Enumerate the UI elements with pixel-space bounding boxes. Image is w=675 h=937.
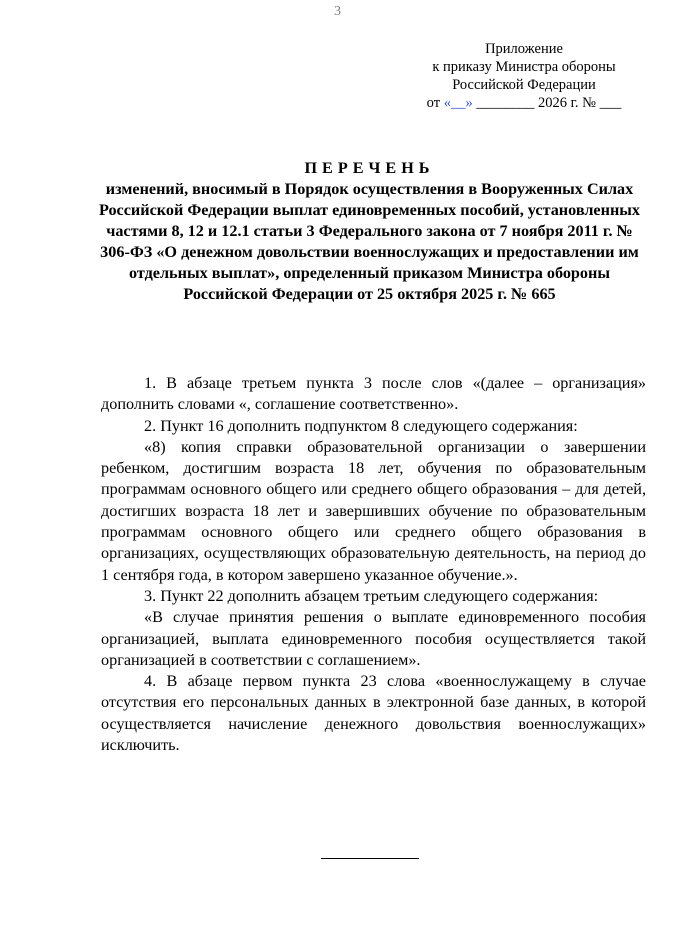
date-rest: ________ 2026 г. № ___	[472, 95, 622, 111]
appendix-date-line	[400, 94, 648, 112]
title-heading: ПЕРЕЧЕНЬ	[304, 159, 435, 177]
document-title	[92, 158, 647, 305]
appendix-org: Российской Федерации	[452, 77, 596, 93]
appendix-order-ref: к приказу Министра обороны	[432, 59, 616, 75]
end-divider	[321, 858, 419, 859]
date-day-link[interactable]: «__»	[443, 95, 473, 111]
document-body	[101, 373, 646, 756]
paragraph-3-quote: «В случае принятия решения о выплате единовременного пособия организацией, выплата единовременного пособия осуществляется такой организацией в соответствии с соглашением».	[101, 608, 646, 669]
title-text: изменений, вносимый в Порядок осуществления в Вооруженных Силах Российской Федерации выплат единовременных пособий, установленных частями 8, 12 и 12.1 статьи 3 Федерального закона от 7 ноября 2011 г. № 306-ФЗ «О денежном довольствии военнослужащих и предоставлении им отдельных выплат», определенный приказом Министра обороны Российской Федерации от 25 октября 2025 г. № 665	[98, 180, 641, 303]
appendix-title: Приложение	[485, 41, 563, 57]
paragraph-4: 4. В абзаце первом пункта 23 слова «военнослужащему в случае отсутствия его персональных данных в электронной базе данных, в которой осуществляется начисление денежного довольствия военнослужащих» исключить.	[101, 672, 646, 755]
paragraph-3: 3. Пункт 22 дополнить абзацем третьим следующего содержания:	[144, 586, 599, 605]
page-number: 3	[334, 4, 341, 19]
paragraph-2: 2. Пункт 16 дополнить подпунктом 8 следующего содержания:	[144, 416, 578, 435]
date-prefix: от	[426, 95, 444, 111]
appendix-header	[400, 40, 648, 112]
paragraph-1: 1. В абзаце третьем пункта 3 после слов «(далее – организация» дополнить словами «, соглашение соответственно».	[101, 374, 646, 414]
paragraph-2-quote: «8) копия справки образовательной организации о завершении ребенком, достигшим возраста 18 лет, обучения по образовательным программам основного общего или среднего общего образования – для детей, достигших возраста 18 лет и завершивших обучение по образовательным программам основного общего или среднего общего образования в организациях, осуществляющих образовательную деятельность, на период до 1 сентября года, в котором завершено указанное обучение.».	[101, 437, 646, 584]
